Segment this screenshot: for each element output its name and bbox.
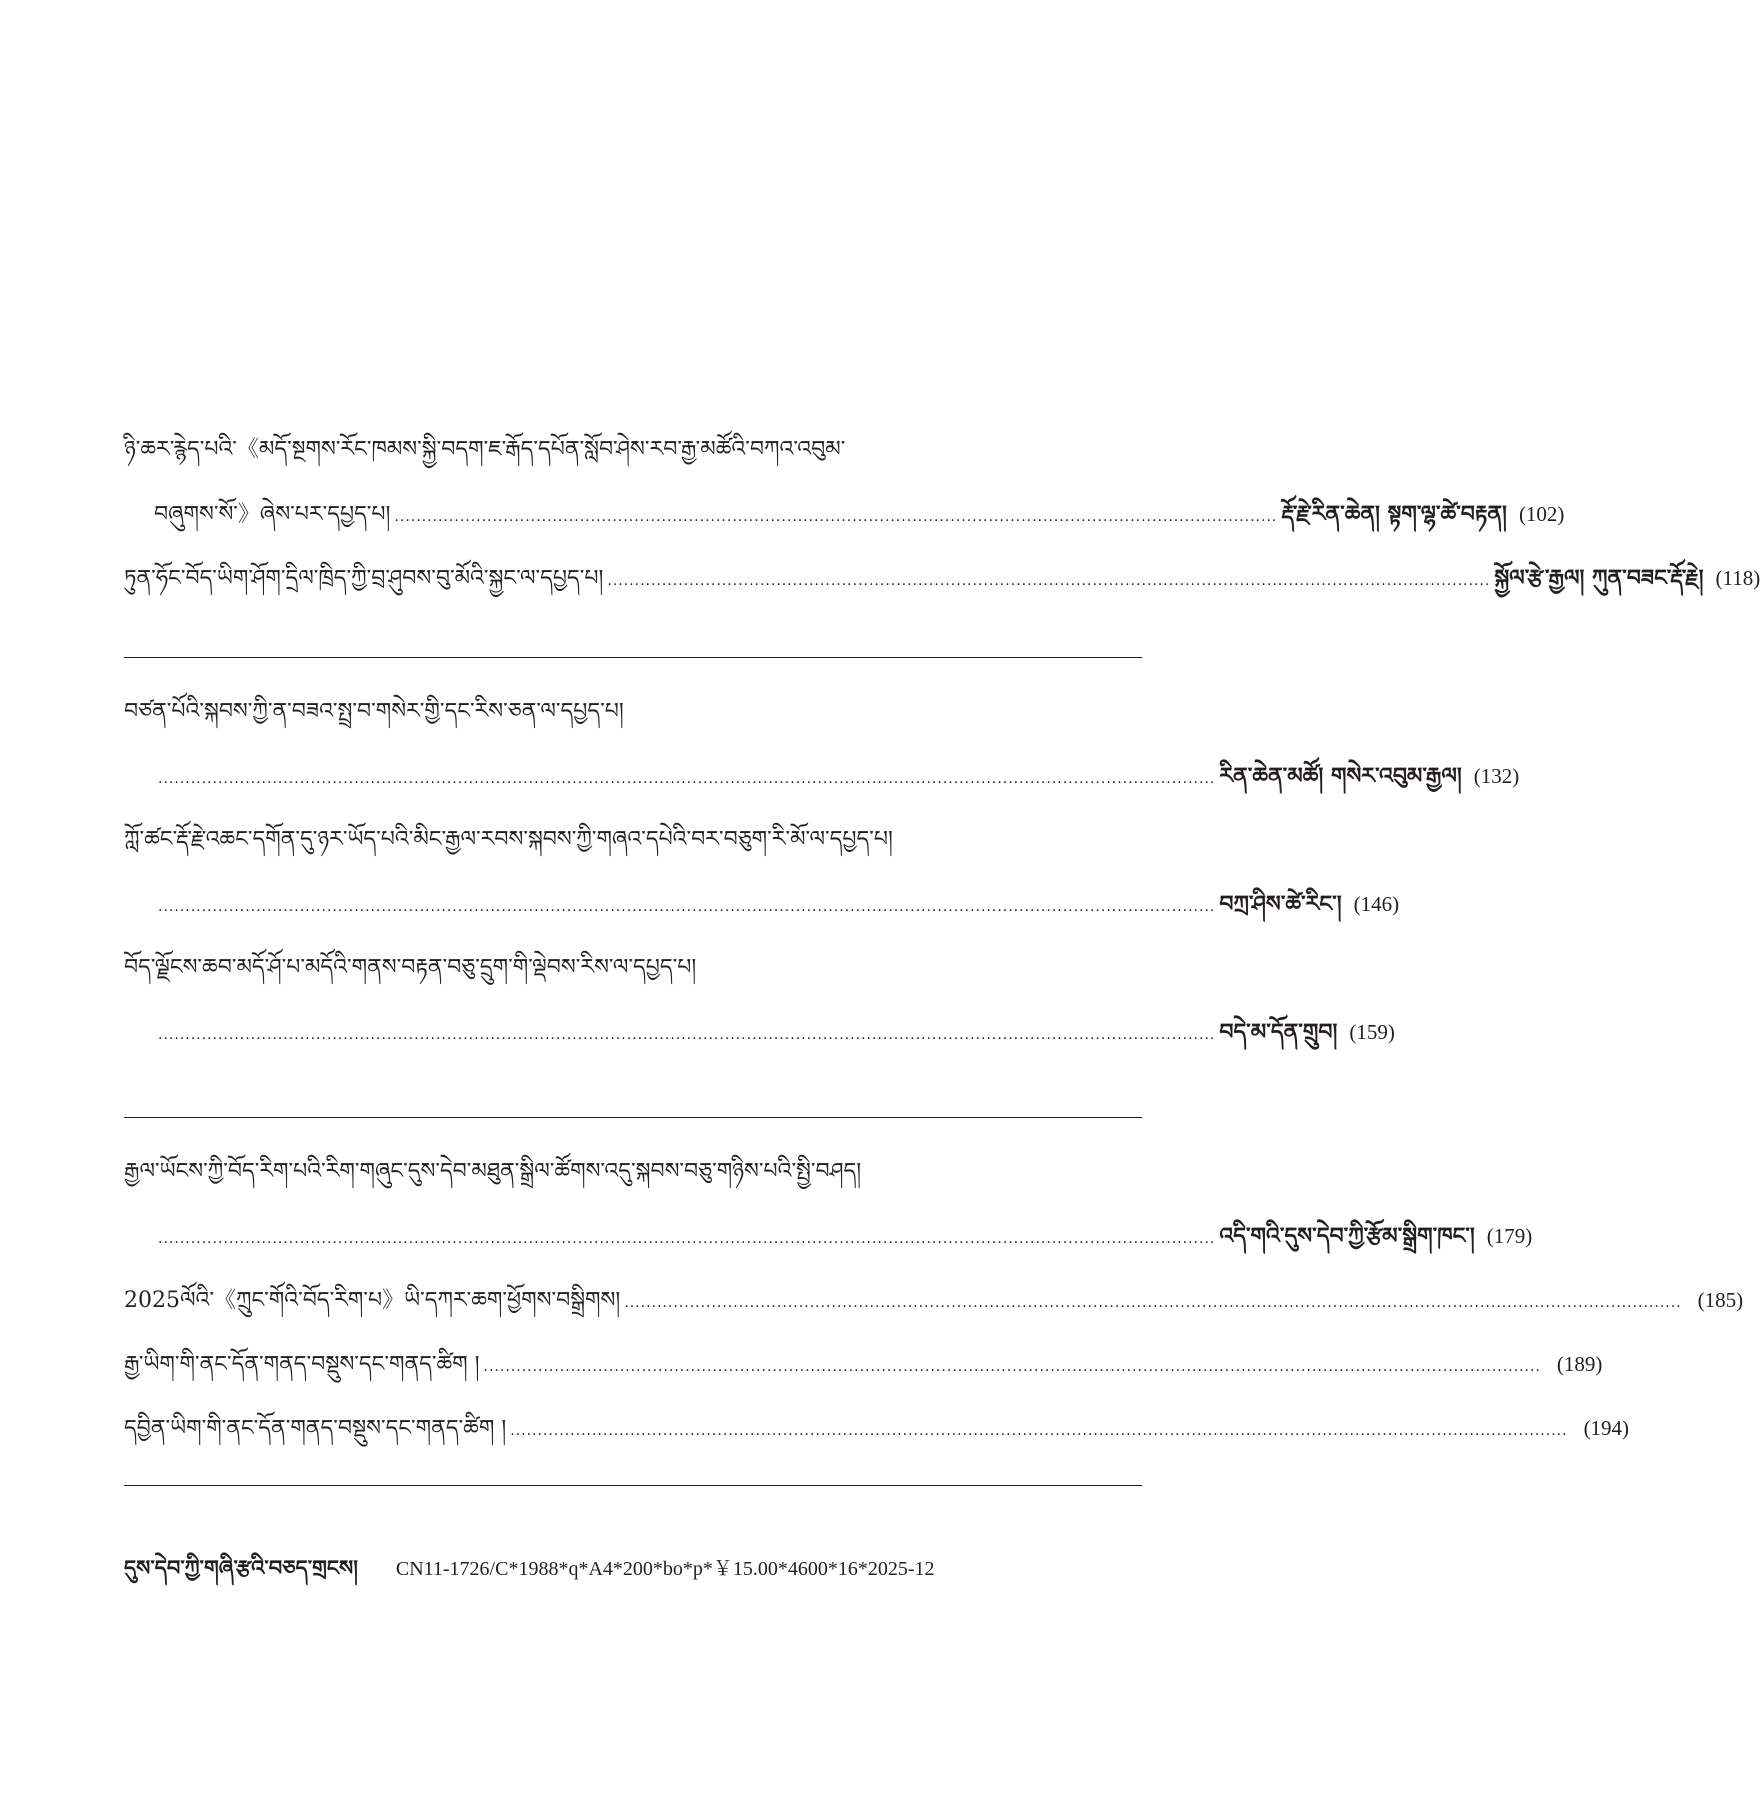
section-divider <box>124 1117 1142 1118</box>
entry-author: རྡོ་རྗེ་རིན་ཆེན། སྟག་ལྷ་ཚེ་བརྟན། <box>1281 501 1507 527</box>
entry-title: ཉི་ཆར་རྙེད་པའི་《མདོ་སྔགས་རོང་ཁམས་སྐྱི་བདག་ཇ་རྒོད་དཔོན་སློབ་ཤེས་རབ་རྒྱ་མཚོའི་བཀའ་འབུམ་ <box>124 437 846 462</box>
entry-page-number: (132) <box>1473 764 1520 788</box>
section-divider <box>124 657 1142 658</box>
dot-leader: .................................................................................................................................................................. <box>607 573 1491 589</box>
entry-page-number: (146) <box>1353 892 1400 916</box>
toc-entry[interactable] <box>124 680 1520 808</box>
entry-leader-line <box>124 546 1760 610</box>
entry-page-number: (179) <box>1486 1224 1533 1248</box>
entry-title: རྒྱ་ཡིག་གི་ནང་དོན་གནད་བསྡུས་དང་གནད་ཚིག ། <box>124 1352 480 1377</box>
entry-page-number: (189) <box>1556 1352 1603 1376</box>
entry-page-number: (102) <box>1518 502 1565 526</box>
toc-entry[interactable] <box>124 1332 1603 1396</box>
entry-title: ཏུན་ཧོང་བོད་ཡིག་ཤོག་དྲིལ་ཁྲིད་ཀྱི་བྲ་ཤུབས་བུ་མོའི་སྐྱང་ལ་དཔྱད་པ། <box>124 566 604 591</box>
entry-leader-line <box>124 872 1400 936</box>
toc-entry[interactable] <box>124 1268 1744 1332</box>
dot-leader: .................................................................................................................................................................................................. <box>158 899 1216 915</box>
toc-entry[interactable] <box>124 1140 1533 1268</box>
toc-section-2 <box>124 680 1520 1064</box>
entry-leader-line <box>124 744 1520 808</box>
dot-leader: .................................................................................................................................................................................................. <box>483 1359 1541 1375</box>
entry-title: 2025ལོའི་《ཀྲུང་གོའི་བོད་རིག་པ》ཡི་དཀར་ཆག་ཕྱོགས་བསྒྲིགས། <box>124 1288 621 1313</box>
publication-code: CN11-1726/C*1988*q*A4*200*bo*p*￥15.00*4600*16*2025-12 <box>395 1558 935 1580</box>
entry-page-number: (118) <box>1715 566 1760 590</box>
dot-leader: .................................................................................................................................................................................................. <box>158 1027 1216 1043</box>
dot-leader: .................................................................................................................................................................................................. <box>158 1231 1216 1247</box>
entry-leader-line <box>124 1000 1395 1064</box>
dot-leader: .................................................................................................................................................................................................. <box>510 1423 1568 1439</box>
dot-leader: .................................................................................................................................................................................................. <box>158 771 1216 787</box>
dot-leader: .................................................................................................................................................................................................. <box>624 1295 1682 1311</box>
entry-page-number: (194) <box>1583 1416 1630 1440</box>
entry-title: བོད་ལྗོངས་ཆབ་མདོ་ཤོ་པ་མདོའི་གནས་བརྟན་བཅུ་དྲུག་གི་ལྡེབས་རིས་ལ་དཔྱད་པ། <box>124 955 697 980</box>
entry-leader-line <box>124 1396 1630 1460</box>
entry-author: རིན་ཆེན་མཚོ། གསེར་འབུམ་རྒྱལ། <box>1219 763 1462 789</box>
entry-author: འདི་གའི་དུས་དེབ་ཀྱི་རྩོམ་སྒྲིག་ཁང་། <box>1219 1223 1475 1249</box>
publication-footer <box>124 1545 1142 1604</box>
toc-entry[interactable] <box>124 1396 1630 1460</box>
entry-author: བཀྲ་ཤིས་ཚེ་རིང་། <box>1219 891 1342 917</box>
entry-leader-line <box>124 1204 1533 1268</box>
dot-leader: .................................................................................................................................................................. <box>394 509 1278 525</box>
section-divider <box>124 1485 1142 1486</box>
entry-title: དབྱིན་ཡིག་གི་ནང་དོན་གནད་བསྡུས་དང་གནད་ཚིག ། <box>124 1416 507 1441</box>
toc-entry[interactable] <box>124 808 1400 936</box>
entry-page-number: (159) <box>1349 1020 1395 1044</box>
entry-title: ཀློ་ཚང་རྡོ་རྗེ་འཆང་དགོན་དུ་ཉར་ཡོད་པའི་མིང་རྒྱལ་རབས་སྐབས་ཀྱི་གཞའ་དཔེའི་བར་བཅུག་རི་མོ་ལ་དཔྱད་པ། <box>124 827 893 852</box>
entry-author: སྐྱོལ་རྩེ་རྒྱལ། ཀུན་བཟང་རྡོ་རྗེ། <box>1494 565 1704 591</box>
entry-leader-line <box>124 1268 1744 1332</box>
publication-label: དུས་དེབ་ཀྱི་གཞི་རྩའི་བཅད་གྲངས། <box>124 1555 358 1580</box>
entry-leader-line <box>124 482 1565 546</box>
toc-entry[interactable] <box>124 546 1760 610</box>
toc-entry[interactable] <box>124 418 1565 546</box>
entry-title: རྒྱལ་ཡོངས་ཀྱི་བོད་རིག་པའི་རིག་གཞུང་དུས་དེབ་མཐུན་སྒྲིལ་ཚོགས་འདུ་སྐབས་བཅུ་གཉིས་པའི་སྤྱི་བཤད། <box>124 1159 862 1184</box>
entry-page-number: (185) <box>1697 1288 1744 1312</box>
entry-title-continued: བཞུགས་སོ་》ཞེས་པར་དཔྱད་པ། <box>154 502 391 527</box>
toc-section-1 <box>124 418 1760 610</box>
entry-author: བདེ་མ་དོན་གྲུབ། <box>1219 1019 1338 1045</box>
toc-section-3 <box>124 1140 1744 1460</box>
entry-leader-line <box>124 1332 1603 1396</box>
entry-title: བཙན་པོའི་སྐབས་ཀྱི་ན་བཟའ་སྤྲ་བ་གསེར་གྱི་དང་རིས་ཅན་ལ་དཔྱད་པ། <box>124 699 624 724</box>
toc-entry[interactable] <box>124 936 1395 1064</box>
